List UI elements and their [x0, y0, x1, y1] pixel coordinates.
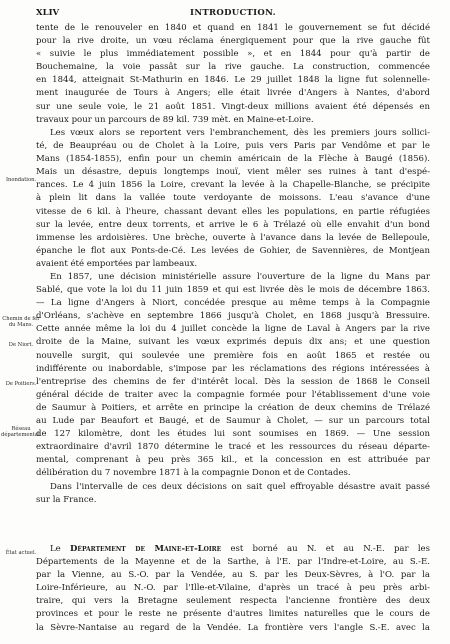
paragraph-inondation	[36, 127, 430, 271]
text-line: vitesse de 6 kil. à l'heure, chassant devant elles les populations, en partie réfugiées	[36, 206, 430, 217]
text-line	[36, 543, 430, 556]
text-line: en 1844, atteignait St-Mathurin en 1846. Le 29 juillet 1848 la ligne fut solennelle-	[36, 75, 430, 86]
paragraph-etat-actuel	[36, 543, 430, 635]
text-line: pour la rive droite, un vœu réclama énergiquement pour que la rive gauche fût	[36, 36, 430, 47]
text-lead: Le	[50, 544, 61, 554]
running-header	[36, 8, 430, 22]
text-line: épanche le flot aux Ponts-de-Cé. Les levées de Gohier, de Savennières, de Montjean	[36, 245, 430, 256]
text-line: té, de Beaupréau ou de Cholet à la Loire, puis vers Paris par Vendôme et par le	[36, 141, 430, 152]
text-line: traire, qui vers la Bretagne seulement respecta l'ancienne frontière des deux	[36, 596, 430, 607]
text-line: au Lude par Beaufort et Baugé, et de Saumur à Cholet, — sur un parcours total	[36, 416, 430, 427]
margin-note-chemin-mans: Chemin de fer du Mans.	[2, 316, 40, 328]
text-line: Cette année même la loi du 4 juillet concède la ligne de Laval à Angers par la rive	[36, 324, 430, 335]
margin-note-poitiers: De Poitiers.	[5, 381, 37, 387]
margin-note-reseau	[1, 426, 41, 438]
text-line: rances. Le 4 juin 1856 la Loire, crevant la levée à la Chapelle-Blanche, se précipite	[36, 180, 430, 191]
text-line: Départements de la Mayenne et de la Sarthe, à l'E. par l'Indre-et-Loire, au S.-E.	[36, 557, 430, 568]
text-line: provinces et pour le reste ne présente d'autres limites naturelles que le cours de	[36, 609, 430, 620]
text-line: nouvelle surgit, qui soulevée une première fois en août 1865 et restée ou	[36, 350, 430, 361]
text-line: avaient été emportées par lambeaux.	[36, 258, 198, 269]
paragraph-railway-construction	[36, 22, 430, 127]
text-line: En 1857, une décision ministérielle assure l'ouverture de la ligne du Mans par	[50, 272, 430, 282]
department-name: Département de Maine-et-Loire	[69, 544, 222, 554]
text-line: Sablé, que vote la loi du 11 juin 1859 et qui est livrée dès le mois de décembre 1863.	[36, 285, 430, 296]
text-line: délibération du 7 novembre 1871 à la compagnie Donon et de Contades.	[36, 468, 351, 479]
margin-note-reseau-line1: Réseau	[11, 426, 31, 432]
text-line: ment inaugurée de Tours à Angers; elle était livrée d'Angers à Nantes, d'abord	[36, 88, 430, 99]
text-line: indifférente ou inabordable, s'impose par les réclamations des régions intéressées à	[36, 363, 430, 374]
paragraph-france	[36, 481, 430, 507]
margin-note-reseau-line2: départemental.	[1, 432, 42, 438]
text-line: général décide de traiter avec la compagnie formée pour l'établissement d'une voie	[36, 389, 430, 400]
text-line: « suivie le plus immédiatement possible », et en 1844 pour qu'à partir de	[36, 49, 430, 60]
text-line: de 127 kilomètre, dont les études lui sont soumises en 1869. — Une session	[36, 429, 430, 440]
text-line: droite de la Maine, suivant les vœux exprimés depuis dix ans; et une question	[36, 337, 430, 348]
page-number: XLIV	[36, 8, 60, 18]
margin-note-inondation: Inondation.	[5, 177, 37, 183]
page-title: INTRODUCTION.	[190, 8, 276, 18]
text-line: d'Orléans, s'achève en septembre 1866 jusqu'à Cholet, en 1868 jusqu'à Bressuire.	[36, 311, 430, 322]
text-line: sur la levée, entre deux torrents, et arrive le 6 à Trélazé où elle envahit d'un bond	[36, 219, 430, 230]
text-line: Bouchemaine, la voie passât sur la rive gauche. La construction, commencée	[36, 62, 430, 73]
margin-note-niort: De Niort.	[8, 342, 34, 348]
text-line: — La ligne d'Angers à Niort, concédée presque au même temps à la Compagnie	[36, 298, 430, 309]
paragraph-railway-lines	[36, 271, 430, 481]
text-line: l'entreprise des chemins de fer d'intérêt local. Dès la session de 1868 le Conseil	[36, 376, 430, 387]
text-line: immense les ardoisières. Une brèche, ouverte à l'avance dans la levée de Bellepoule,	[36, 232, 430, 243]
text-line: à plein lit dans la vallée toute verdoyante de moissons. L'eau s'avance d'une	[36, 193, 430, 204]
text-line: travaux pour un parcours de 89 kil. 739 mèt. en Maine-et-Loire.	[36, 114, 314, 125]
text-line: mental, comprenant à peu près 365 kil., et la concession en est attribuée par	[36, 455, 430, 466]
text-line: Loire-Inférieure, au N.-O. par l'Ille-et-Vilaine, d'après un tracé à peu près arbi-	[36, 583, 430, 594]
text-line: la Sèvre-Nantaise au regard de la Vendée. La frontière vers l'angle S.-E. avec la	[36, 622, 430, 633]
text-line: extraordinaire d'avril 1870 détermine le tracé et les ressources du réseau départe-	[36, 442, 430, 453]
text-line: Les vœux alors se reportent vers l'embranchement, dès les premiers jours sollici-	[50, 128, 430, 138]
text-line: Mais un désastre, depuis longtemps inouï, vient mêler ses ruines à tant d'espé-	[36, 167, 430, 178]
text-line: tente de le renouveler en 1840 et quand en 1841 le gouvernement se fut décidé	[36, 23, 430, 33]
text-line: Dans l'intervalle de ces deux décisions on sait quel effroyable désastre avait passé	[50, 482, 430, 492]
text-line: par la Vienne, au S.-O. par la Vendée, au S. par les Deux-Sèvres, à l'O. par la	[36, 570, 430, 581]
text-line: sur une seule voie, le 21 août 1851. Vingt-deux millions avaient été dépensés en	[36, 101, 430, 112]
text-run: est borné au N. et au N.-E. par les	[221, 544, 430, 554]
margin-note-etat-actuel: État actuel.	[5, 550, 37, 556]
text-line: Mans (1854-1855), enfin pour un chemin américain de la Flèche à Baugé (1856).	[36, 154, 430, 165]
text-line: sur la France.	[36, 495, 97, 506]
text-line: de Saumur à Poitiers, et arrête en principe la création de deux chemins de Trélazé	[36, 402, 430, 413]
